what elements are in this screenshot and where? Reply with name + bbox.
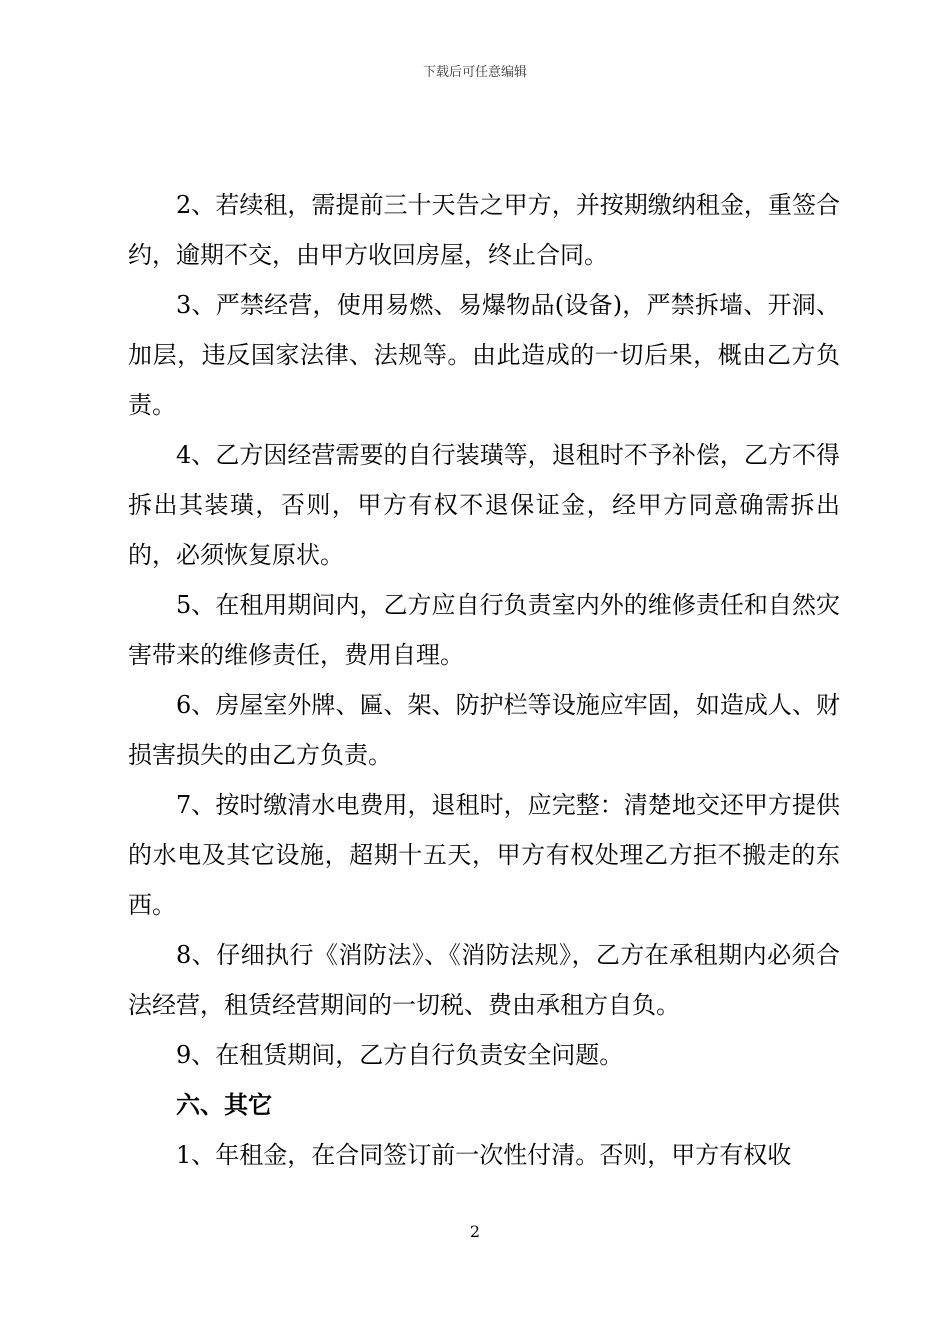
clause-3: 3、严禁经营，使用易燃、易爆物品(设备)，严禁拆墙、开洞、加层，违反国家法律、法规等。由此造成的一切后果，概由乙方负责。 [128,291,840,419]
page-header: 下载后可任意编辑 [422,65,527,80]
clause-5: 5、在租用期间内，乙方应自行负责室内外的维修责任和自然灾害带来的维修责任，费用自理。 [128,591,840,669]
clause-7: 7、按时缴清水电费用，退租时，应完整：清楚地交还甲方提供的水电及其它设施，超期十五天，甲方有权处理乙方拒不搬走的东西。 [128,791,840,919]
section-clause-1: 1、年租金，在合同签订前一次性付清。否则，甲方有权收 [176,1141,792,1169]
document-body [128,180,840,1180]
clause-4: 4、乙方因经营需要的自行装璜等，退租时不予补偿，乙方不得拆出其装璜，否则，甲方有权不退保证金，经甲方同意确需拆出的，必须恢复原状。 [128,441,840,569]
clause-6: 6、房屋室外牌、匾、架、防护栏等设施应牢固，如造成人、财损害损失的由乙方负责。 [128,691,840,769]
clause-8: 8、仔细执行《消防法》、《消防法规》，乙方在承租期内必须合法经营，租赁经营期间的一切税、费由承租方自负。 [128,941,840,1019]
clause-2: 2、若续租，需提前三十天告之甲方，并按期缴纳租金，重签合约，逾期不交，由甲方收回房屋，终止合同。 [128,191,840,269]
page-number: 2 [469,1222,481,1241]
clause-9: 9、在租赁期间，乙方自行负责安全问题。 [176,1041,624,1069]
section-heading-other: 六、其它 [176,1090,272,1119]
